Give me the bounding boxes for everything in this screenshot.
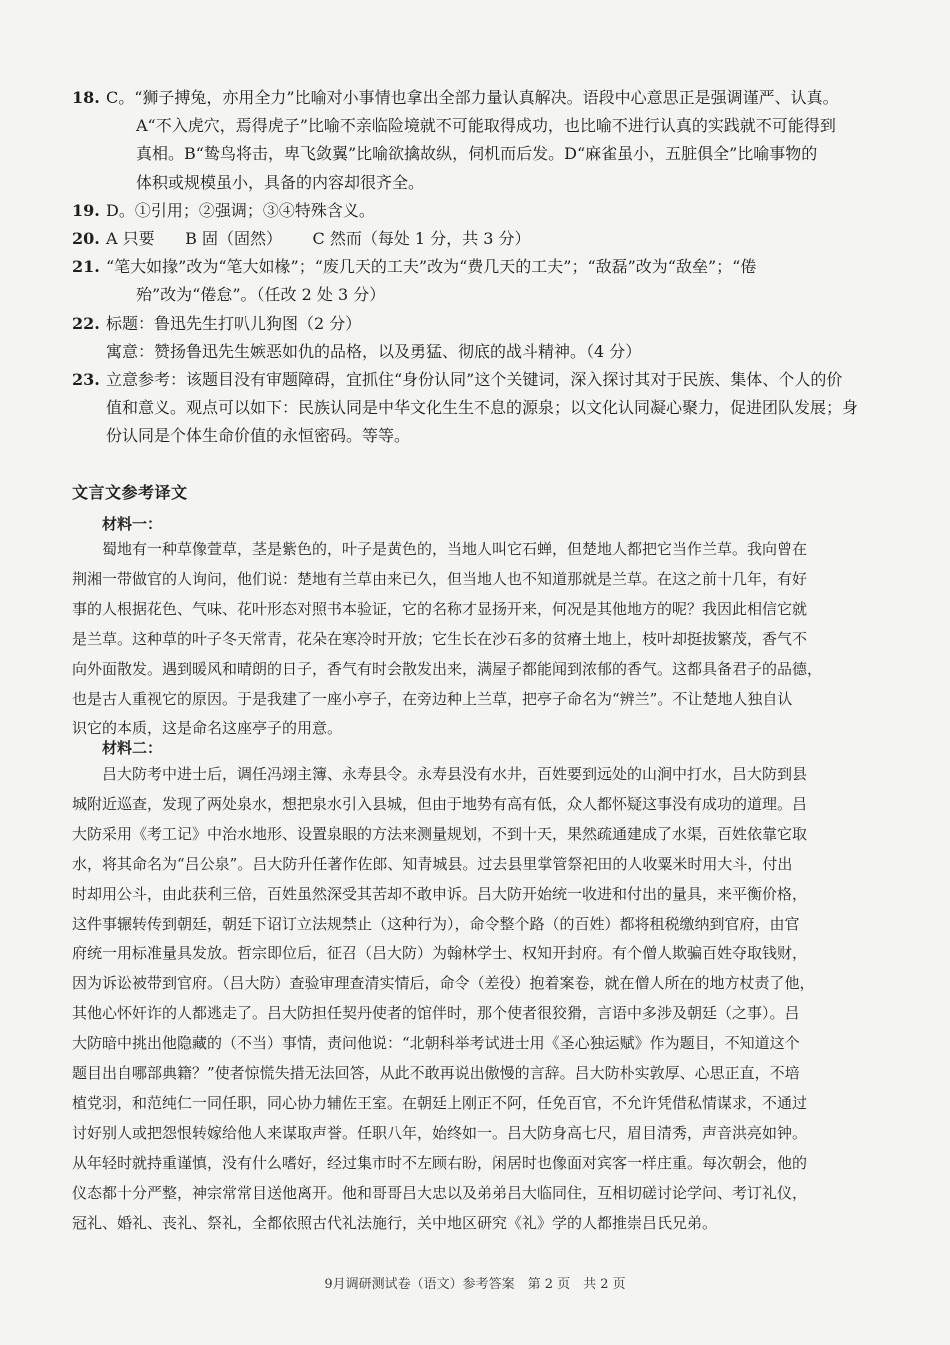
translation-line: 题目出自哪部典籍？”使者惊慌失措无法回答，从此不敢再说出傲慢的言辞。吕大防朴实敦厚、心思正直，不培 — [72, 1064, 800, 1083]
answer-line: D。①引用；②强调；③④特殊含义。 — [106, 200, 375, 220]
answer-line: “笔大如掾”改为“笔大如椽”；“废几天的工夫”改为“费几天的工夫”；“敌磊”改为“敌垒”；“倦 — [106, 257, 757, 277]
answer-number: 22. — [72, 313, 100, 333]
translation-line: 仪态都十分严整，神宗常常目送他离开。他和哥哥吕大忠以及弟弟吕大临同住，互相切磋讨论学问、考订礼仪， — [72, 1183, 808, 1202]
translation-line: 冠礼、婚礼、丧礼、祭礼，全都依照古代礼法施行，关中地区研究《礼》学的人都推崇吕氏兄弟。 — [72, 1213, 718, 1232]
answer-item-23 — [72, 366, 892, 451]
page-footer: 9月调研测试卷（语文）参考答案 第 2 页 共 2 页 — [324, 1277, 626, 1292]
translation-line: 也是古人重视它的原因。于是我建了一座小亭子，在旁边种上兰草，把亭子命名为“辨兰”。不让楚地人独自认 — [72, 689, 793, 708]
answer-item-18 — [72, 84, 892, 197]
answer-line: 寓意：赞扬鲁迅先生嫉恶如仇的品格，以及勇猛、彻底的战斗精神。（4 分） — [106, 341, 642, 361]
answer-line: 份认同是个体生命价值的永恒密码。等等。 — [106, 426, 411, 446]
translation-line: 因为诉讼被带到官府。（吕大防）查验审理查清实情后，命令（差役）抱着案卷，就在僧人所在的地方杖责了他， — [72, 974, 815, 993]
answer-line: C。“狮子搏兔，亦用全力”比喻对小事情也拿出全部力量认真解决。语段中心意思正是强调谨严、认真。 — [106, 88, 839, 107]
translation-line: 向外面散发。遇到暖风和晴朗的日子，香气有时会散发出来，满屋子都能闻到浓郁的香气。这都具备君子的品德， — [72, 659, 823, 678]
answer-item-21 — [72, 253, 892, 309]
translation-line: 是兰草。这种草的叶子冬天常青，花朵在寒冷时开放；它生长在沙石多的贫瘠土地上，枝叶却挺拔繁茂，香气不 — [72, 629, 808, 648]
translation-line: 这件事辗转传到朝廷，朝廷下诏订立法规禁止（这种行为），命令整个路（的百姓）都将租税缴纳到官府，由官 — [72, 914, 800, 933]
section-title: 文言文参考译文 — [72, 483, 188, 502]
answer-item-22 — [72, 310, 892, 366]
translation-line: 从年轻时就持重谨慎，没有什么嗜好，经过集市时不左顾右盼，闲居时也像面对宾客一样庄重。每次朝会，他的 — [72, 1153, 808, 1172]
answer-number: 19. — [72, 200, 100, 220]
answer-line: 真相。B“鸷鸟将击，卑飞敛翼”比喻欲擒故纵，伺机而后发。D“麻雀虽小，五脏俱全”比喻事物的 — [136, 144, 818, 164]
answer-line: 立意参考：该题目没有审题障碍，宜抓住“身份认同”这个关键词，深入探讨其对于民族、集体、个人的价 — [106, 370, 843, 390]
material-two-text — [72, 760, 892, 1239]
translation-line: 事的人根据花色、气味、花叶形态对照书本验证，它的名称才显扬开来，何况是其他地方的呢？我因此相信它就 — [72, 599, 808, 618]
translation-line: 吕大防考中进士后，调任冯翊主簿、永寿县令。永寿县没有水井，百姓要到远处的山涧中打水，吕大防到县 — [102, 765, 808, 783]
translation-line: 城附近巡查，发现了两处泉水，想把泉水引入县城，但由于地势有高有低，众人都怀疑这事没有成功的道理。吕 — [72, 794, 808, 813]
answer-line: A 只要 B 固（固然） C 然而（每处 1 分，共 3 分） — [106, 229, 531, 249]
answer-list — [72, 84, 892, 451]
answer-line: 殆”改为“倦怠”。（任改 2 处 3 分） — [136, 285, 386, 305]
translation-line: 识它的本质，这是命名这座亭子的用意。 — [72, 719, 343, 738]
translation-line: 水，将其命名为“吕公泉”。吕大防升任著作佐郎、知青城县。过去县里掌管祭祀田的人收粟米时用大斗，付出 — [72, 854, 793, 873]
translation-line: 大防采用《考工记》中治水地形、设置泉眼的方法来测量规划，不到十天，果然疏通建成了水渠，百姓依靠它取 — [72, 824, 808, 843]
translation-line: 讨好别人或把怨恨转嫁给他人来谋取声誉。任职八年，始终如一。吕大防身高七尺，眉目清秀，声音洪亮如钟。 — [72, 1123, 808, 1142]
answer-number: 18. — [72, 88, 100, 107]
translation-line: 蜀地有一种草像萱草，茎是紫色的，叶子是黄色的，当地人叫它石蝉，但楚地人都把它当作兰草。我向曾在 — [102, 540, 808, 558]
answer-number: 20. — [72, 229, 100, 249]
translation-line: 植党羽，和范纯仁一同任职，同心协力辅佐王室。在朝廷上刚正不阿，任免百官，不允许凭借私情谋求，不通过 — [72, 1093, 808, 1112]
translation-line: 时却用公斗，由此获利三倍，百姓虽然深受其苦却不敢申诉。吕大防开始统一收进和付出的量具，来平衡价格， — [72, 884, 808, 903]
answer-number: 23. — [72, 370, 100, 390]
translation-line: 府统一用标准量具发放。哲宗即位后，征召（吕大防）为翰林学士、权知开封府。有个僧人欺骗百姓夺取钱财， — [72, 944, 808, 963]
answer-line: A“不入虎穴，焉得虎子”比喻不亲临险境就不可能取得成功，也比喻不进行认真的实践就不可能得到 — [136, 116, 836, 136]
answer-line: 标题：鲁迅先生打叭儿狗图（2 分） — [106, 313, 362, 333]
translation-line: 大防暗中挑出他隐藏的（不当）事情，责问他说：“北朝科举考试进士用《圣心独运赋》作为题目，不知道这个 — [72, 1034, 800, 1053]
material-one-text — [72, 535, 892, 744]
translation-line: 其他心怀奸诈的人都逃走了。吕大防担任契丹使者的馆伴时，那个使者很狡猾，言语中多涉及朝廷（之事）。吕 — [72, 1004, 800, 1023]
answer-number: 21. — [72, 257, 100, 277]
answer-item-20 — [72, 225, 892, 253]
answer-item-19 — [72, 197, 892, 225]
translation-line: 荆湘一带做官的人询问，他们说：楚地有兰草由来已久，但当地人也不知道那就是兰草。在这之前十几年，有好 — [72, 569, 808, 588]
answer-line: 体积或规模虽小，具备的内容却很齐全。 — [136, 172, 425, 192]
material-one-label: 材料一： — [102, 515, 163, 533]
answer-line: 值和意义。观点可以如下：民族认同是中华文化生生不息的源泉；以文化认同凝心聚力，促进团队发展；身 — [106, 398, 859, 418]
material-two-label: 材料二： — [102, 739, 163, 757]
